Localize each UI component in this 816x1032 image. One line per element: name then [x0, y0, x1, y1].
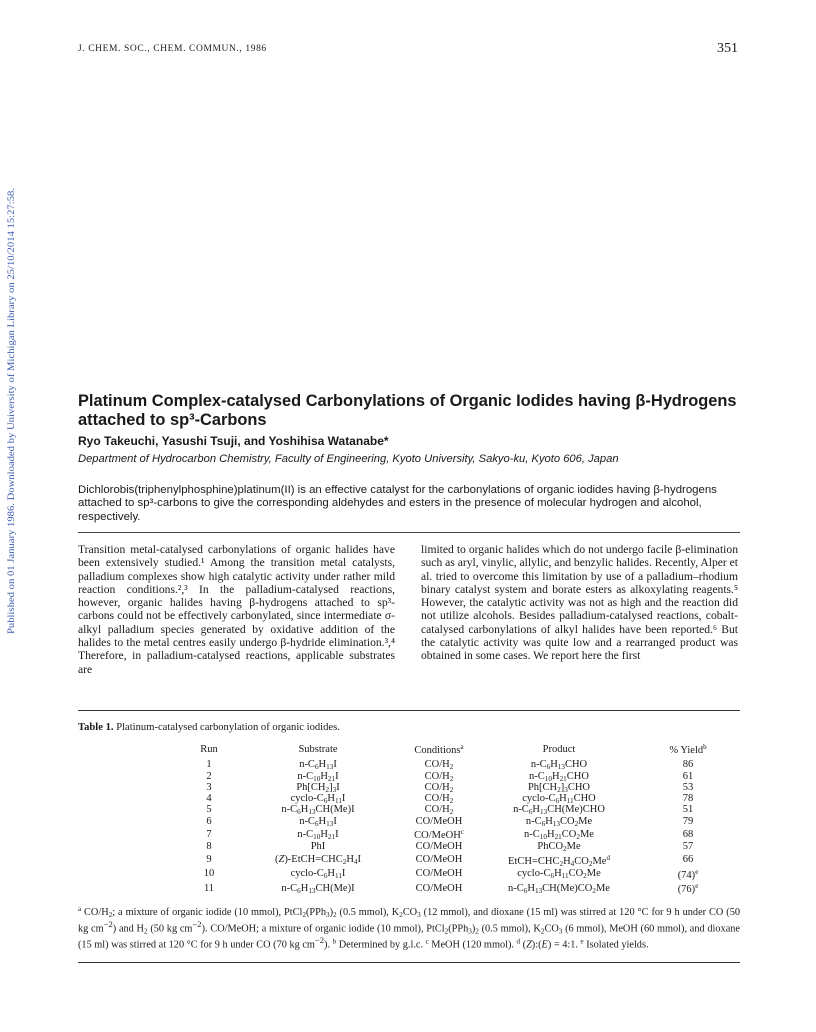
body-text-right-column: limited to organic halides which do not undergo facile β-elimination such as aryl, vinylic, allylic, and benzylic halides. Recently, Alper et al. tried to overcome this limitation by use of a palladium–rhodium binary catalyst system and borate esters as alkoxylating reagents.⁵ However, the catalytic activity was not as high and the reaction did not utilize alcohols. Besides palladium-catalysed reactions, cobalt-catalysed carbonylations of alkyl halides have been reported.⁶ But the catalytic activity was quite low and a rearranged product was obtained in some cases. We report here the first [421, 543, 739, 663]
table-caption-text: Platinum-catalysed carbonylation of organic iodides. [116, 722, 340, 733]
conditions-cell: CO/MeOH$^c$ [414, 828, 464, 842]
conditions-cell: CO/MeOH [415, 854, 463, 866]
run-cell: 6 [206, 815, 212, 827]
substrate-cell: $n-C_6H_{13}CH(Me)I$ [281, 882, 355, 895]
header-yield-mark: b [703, 743, 707, 751]
table-row [196, 827, 732, 841]
conditions-cell: $CO/H_2$ [424, 781, 454, 794]
spacer-cell [222, 771, 232, 782]
results-table [196, 742, 732, 896]
run-cell: 7 [206, 828, 212, 840]
author-affiliation: Department of Hydrocarbon Chemistry, Faculty of Engineering, Kyoto University, Sakyo-ku, Kyoto 606, Japan [78, 453, 619, 465]
spacer-cell [222, 793, 232, 804]
download-watermark [4, 186, 18, 634]
run-cell: 10 [203, 868, 215, 880]
yield-cell: 79 [682, 815, 694, 827]
run-cell: 2 [206, 770, 212, 782]
conditions-cell: $CO/H_2$ [424, 793, 454, 806]
product-cell: $n-C_6H_{13}CH(Me)CO_2Me$ [508, 882, 610, 895]
table-row [196, 841, 732, 852]
conditions-cell: $CO/H_2$ [424, 804, 454, 817]
article-abstract: Dichlorobis(triphenylphosphine)platinum(II) is an effective catalyst for the carbonylations of organic iodides having β-hydrogens attached to sp³-carbons to give the corresponding aldehydes and esters in the presence of molecular hydrogen and alcohol, respectively. [78, 484, 717, 523]
yield-cell: (74)$^e$ [677, 867, 699, 881]
conditions-cell: CO/MeOH [415, 868, 463, 880]
substrate-cell: $n-C_{10}H_{21}I$ [297, 770, 339, 783]
run-cell: 8 [206, 841, 212, 853]
product-cell: $n-C_{10}H_{21}CO_2Me$ [524, 828, 594, 841]
substrate-cell: $n-C_6H_{13}I$ [299, 815, 337, 828]
conditions-cell: CO/MeOH [415, 882, 463, 894]
page-number: 351 [717, 41, 738, 56]
table-row [196, 782, 732, 793]
abstract-divider [78, 532, 740, 533]
run-cell: 5 [206, 804, 212, 816]
table-caption [78, 722, 340, 733]
body-text-left-column: Transition metal-catalysed carbonylations of organic halides have been extensively studied.¹ Among the transition metal catalysts, palladium complexes show high catalytic activity under rather mild reaction conditions.²,³ In the palladium-catalysed reactions, however, organic halides having β-hydrogens attached to sp³-carbons could not be effectively carbonylated, since intermediate σ-alkyl palladium species generated by oxidative addition of the halides to the metal centres easily undergo β-hydride elimination.³,⁴ Therefore, in palladium-catalysed reactions, applicable substrates are [78, 543, 395, 676]
table-row [196, 853, 732, 867]
product-cell: $n-C_6H_{13}CHO$ [530, 759, 588, 772]
journal-name: J. CHEM. SOC., CHEM. COMMUN., 1986 [78, 44, 267, 54]
header-spacer [222, 742, 232, 759]
table-row [196, 816, 732, 827]
product-cell: cyclo-$C_6H_{11}CHO$ [522, 793, 596, 806]
yield-cell: 68 [682, 828, 694, 840]
header-yield [644, 742, 732, 759]
table-row [196, 804, 732, 815]
substrate-cell: cyclo-$C_6H_{11}I$ [290, 793, 346, 806]
spacer-cell [222, 881, 232, 895]
yield-cell: 61 [682, 770, 694, 782]
table-header-row [196, 742, 732, 759]
header-conditions-mark: a [460, 743, 464, 751]
product-cell: $n-C_6H_{13}CH(Me)CHO$ [513, 804, 605, 817]
header-run: Run [200, 743, 218, 755]
run-cell: 1 [206, 759, 212, 771]
substrate-cell: $n-C_6H_{13}I$ [299, 759, 337, 772]
yield-cell: 66 [682, 854, 694, 866]
download-watermark-text: Published on 01 January 1986. Downloaded by University of Michigan Library on 25/10/2014 15:27:58. [7, 241, 17, 634]
product-cell: $n-C_{10}H_{21}CHO$ [529, 770, 589, 783]
table-row [196, 759, 732, 770]
yield-cell: (76)$^e$ [677, 882, 699, 896]
conditions-cell: CO/MeOH [415, 841, 463, 853]
substrate-cell: $n-C_{10}H_{21}I$ [297, 828, 339, 841]
spacer-cell [222, 816, 232, 827]
table-row [196, 771, 732, 782]
running-header [78, 41, 738, 62]
header-yield-label: % Yield [669, 745, 704, 756]
run-cell: 3 [206, 781, 212, 793]
spacer-cell [222, 782, 232, 793]
product-cell: cyclo-$C_6H_{11}CO_2Me$ [517, 868, 601, 881]
run-cell: 4 [206, 793, 212, 805]
substrate-cell: $n-C_6H_{13}CH(Me)I$ [281, 804, 355, 817]
product-cell: $EtCH=CHC_2H_4CO_2Me^d$ [508, 853, 610, 868]
substrate-cell: cyclo-$C_6H_{11}I$ [290, 868, 346, 881]
article-authors: Ryo Takeuchi, Yasushi Tsuji, and Yoshihisa Watanabe* [78, 434, 389, 448]
yield-cell: 78 [682, 793, 694, 805]
spacer-cell [222, 841, 232, 852]
spacer-cell [222, 759, 232, 770]
spacer-cell [222, 853, 232, 867]
table-row [196, 867, 732, 881]
product-cell: $Ph[CH_2]_3CHO$ [527, 781, 591, 794]
run-cell: 9 [206, 854, 212, 866]
conditions-cell: $CO/H_2$ [424, 759, 454, 772]
article-title: Platinum Complex-catalysed Carbonylations of Organic Iodides having β-Hydrogens attached to sp³-Carbons [78, 392, 737, 429]
run-cell: 11 [203, 882, 215, 894]
spacer-cell [222, 867, 232, 881]
table-footnotes: $^a$ $CO/H_2$; a mixture of organic iodide (10 mmol), $PtCl_2(PPh_3)_2$ (0.5 mmol), $K_2CO_3$ (12 mmol), and dioxane (15 ml) was stirred at 120 °C for 9 h under CO (50 kg $cm^{-2}$) and $H_2$ (50 kg $cm^{-2}$). CO/MeOH; a mixture of organic iodide (10 mmol), $PtCl_2(PPh_3)_2$ (0.5 mmol), $K_2CO_3$ (6 mmol), MeOH (60 mmol), and dioxane (15 ml) was stirred at 120 °C for 9 h under CO (70 kg $cm^{-2}$). $^b$ Determined by g.l.c. $^c$ MeOH (120 mmol). $^d$ (Z):(E) = 4:1. $^e$ Isolated yields. [78, 905, 740, 951]
header-conditions [404, 742, 474, 759]
yield-cell: 57 [682, 841, 694, 853]
table-caption-label: Table 1. [78, 722, 114, 733]
spacer-cell [222, 827, 232, 841]
table-row [196, 793, 732, 804]
yield-cell: 51 [682, 804, 694, 816]
conditions-cell: $CO/H_2$ [424, 770, 454, 783]
yield-cell: 53 [682, 781, 694, 793]
table-row [196, 881, 732, 895]
table-body [196, 759, 732, 895]
download-watermark-svg [4, 186, 18, 634]
substrate-cell: PhI [310, 841, 326, 853]
header-substrate: Substrate [298, 743, 338, 755]
substrate-cell: $(Z)-EtCH=CHC_2H_4I$ [274, 854, 362, 867]
yield-cell: 86 [682, 759, 694, 771]
spacer-cell [222, 804, 232, 815]
product-cell: $n-C_6H_{13}CO_2Me$ [525, 815, 593, 828]
table-top-rule [78, 710, 740, 711]
product-cell: PhCO$_2$Me [537, 841, 581, 854]
table-bottom-rule [78, 962, 740, 963]
conditions-cell: CO/MeOH [415, 815, 463, 827]
header-product: Product [542, 743, 576, 755]
substrate-cell: $Ph[CH_2]_3I$ [296, 781, 340, 794]
header-conditions-label: Conditions [414, 745, 461, 756]
